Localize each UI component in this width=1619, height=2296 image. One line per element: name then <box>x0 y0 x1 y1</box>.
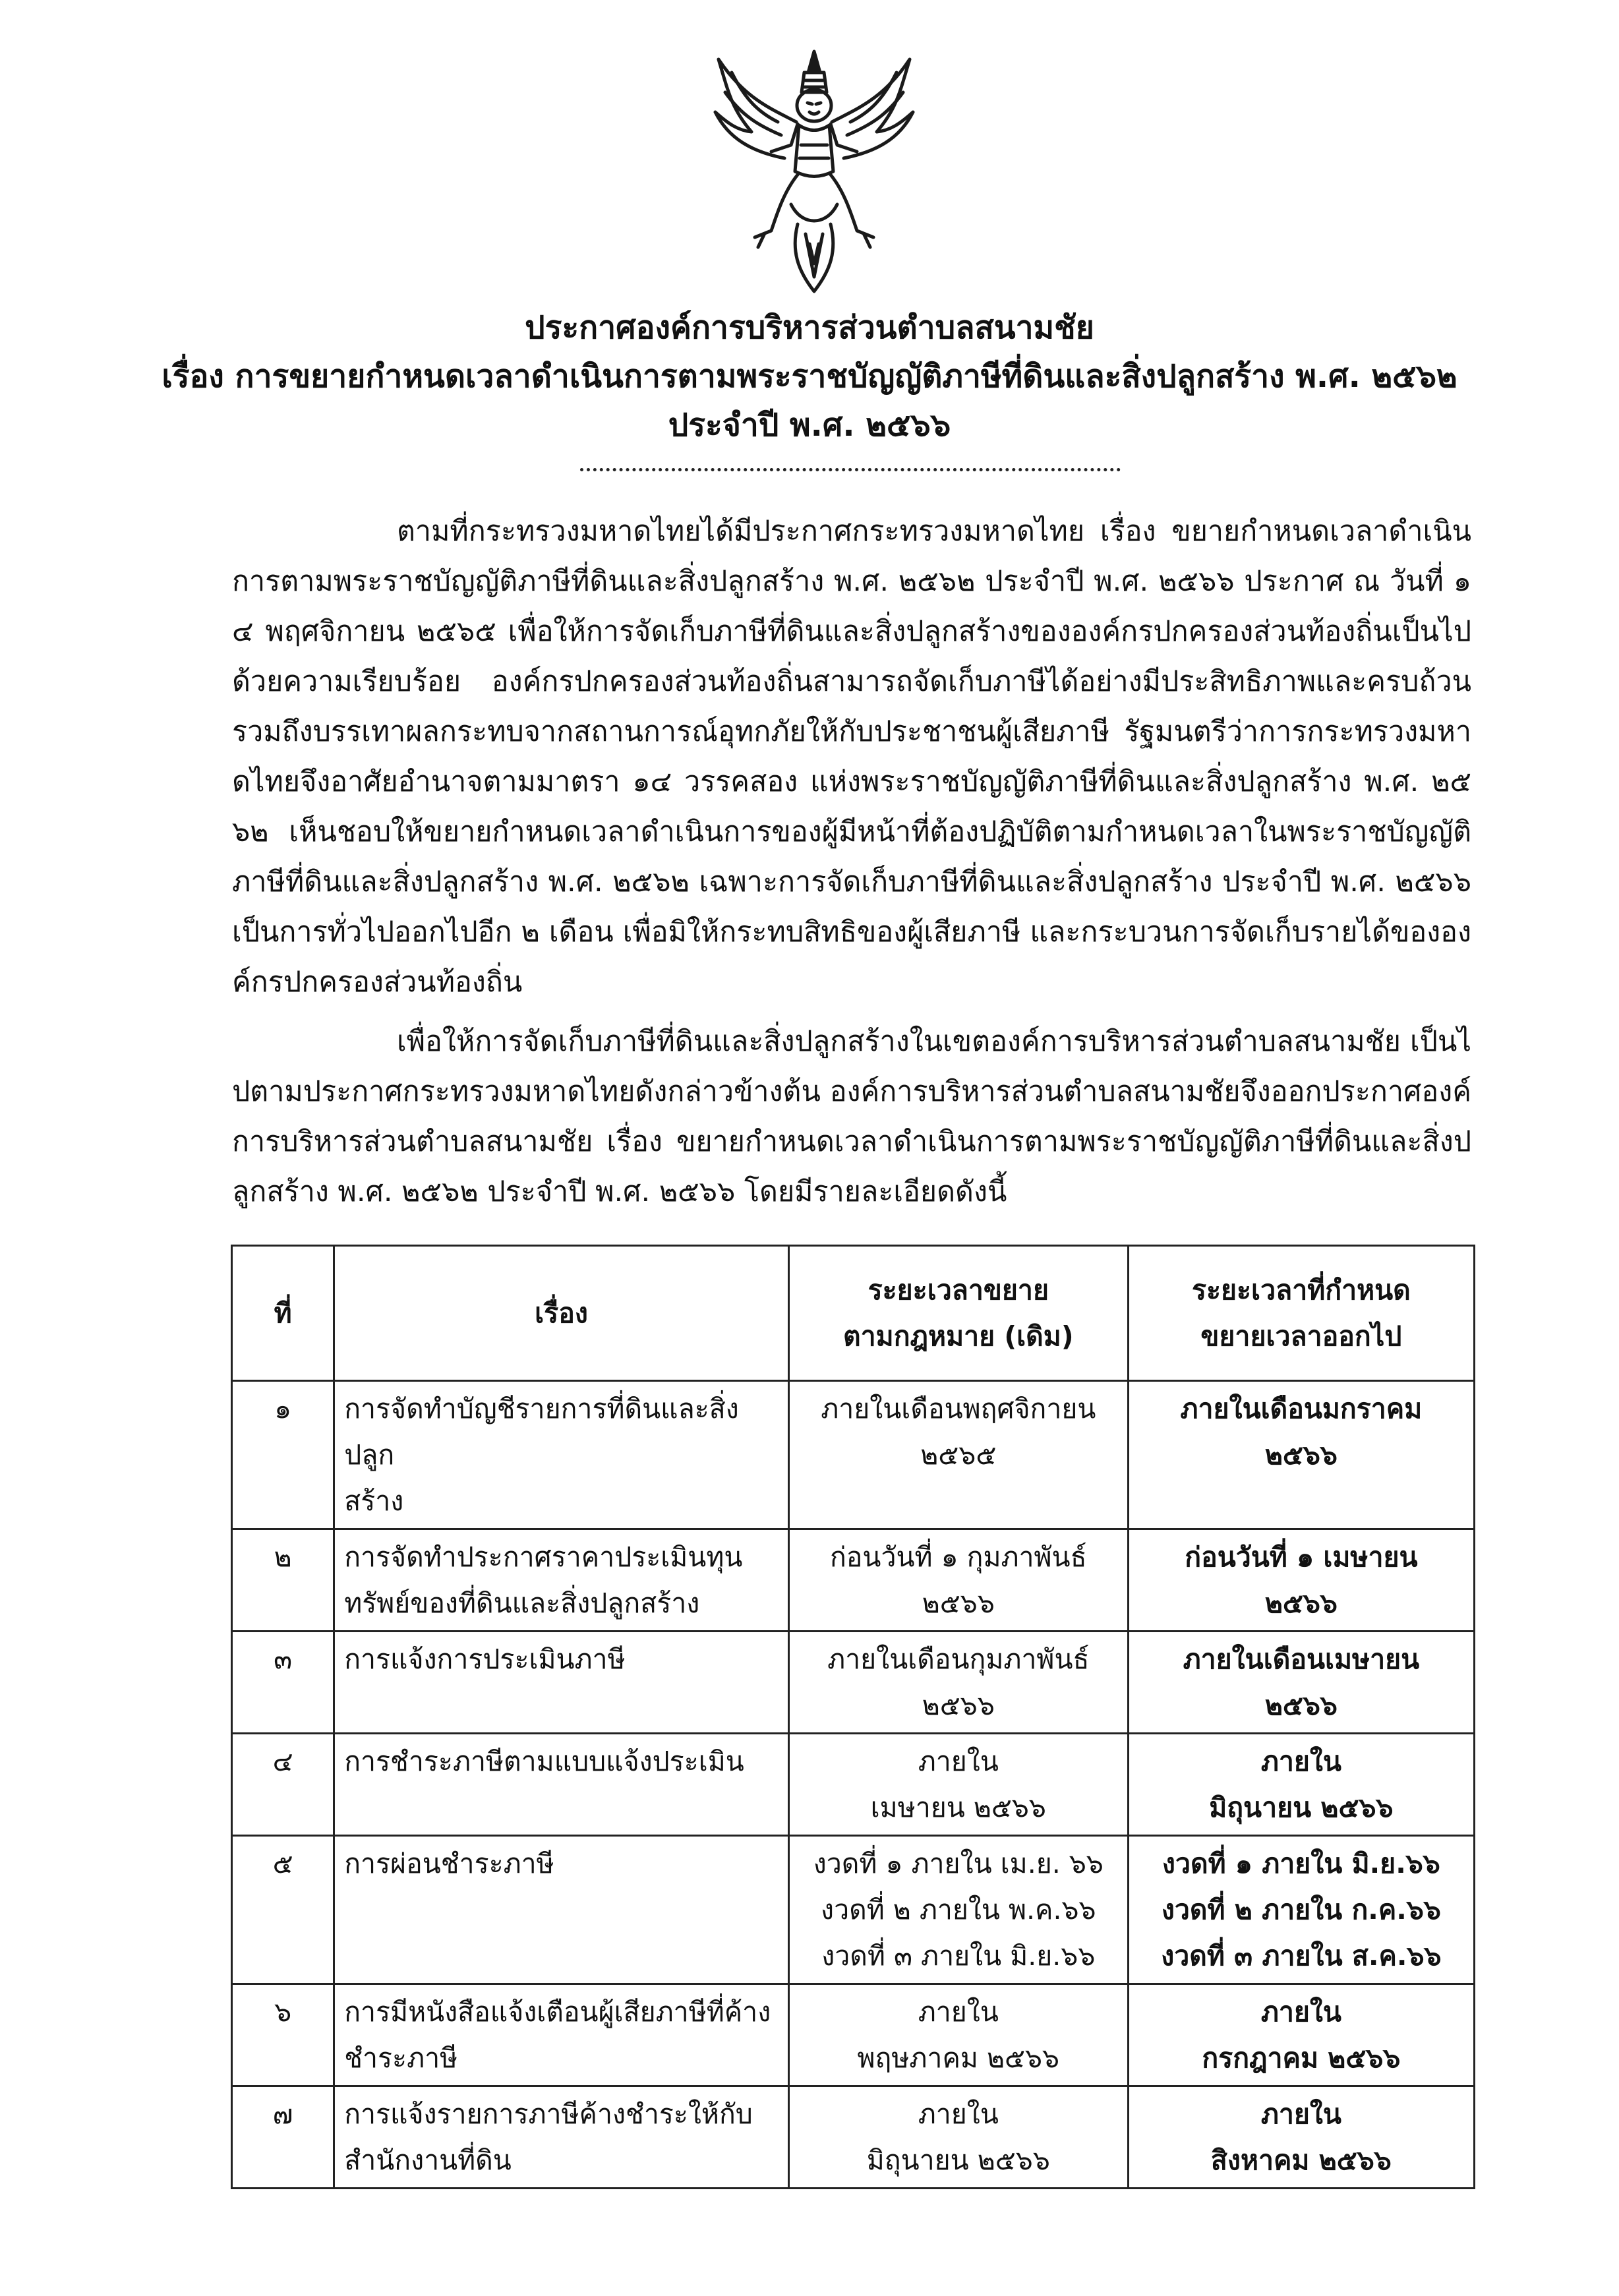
row-no: ๕ <box>232 1836 334 1984</box>
row-no: ๒ <box>232 1529 334 1632</box>
document-title <box>0 303 1619 450</box>
table-row <box>232 1529 1475 1632</box>
row-original: ก่อนวันที่ ๑ กุมภาพันธ์ ๒๕๖๖ <box>788 1529 1128 1632</box>
row-no: ๔ <box>232 1734 334 1836</box>
header-subject: เรื่อง <box>334 1246 789 1381</box>
table-row <box>232 1984 1475 2086</box>
table-row <box>232 1734 1475 1836</box>
row-subject: การจัดทำประกาศราคาประเมินทุน ทรัพย์ของที่ดินและสิ่งปลูกสร้าง <box>334 1529 789 1632</box>
row-extended: ภายใน มิถุนายน ๒๕๖๖ <box>1128 1734 1474 1836</box>
row-subject: การชำระภาษีตามแบบแจ้งประเมิน <box>334 1734 789 1836</box>
garuda-emblem-icon <box>692 46 936 297</box>
table-row <box>232 1632 1475 1734</box>
row-no: ๑ <box>232 1381 334 1529</box>
row-original: ภายใน พฤษภาคม ๒๕๖๖ <box>788 1984 1128 2086</box>
title-line-3: ประจำปี พ.ศ. ๒๕๖๖ <box>668 407 951 444</box>
table-row <box>232 2086 1475 2189</box>
schedule-table <box>231 1245 1475 2189</box>
row-extended: ภายใน สิงหาคม ๒๕๖๖ <box>1128 2086 1474 2189</box>
header-extended-period: ระยะเวลาที่กำหนด ขยายเวลาออกไป <box>1128 1246 1474 1381</box>
title-line-2: เรื่อง การขยายกำหนดเวลาดำเนินการตามพระราชบัญญัติภาษีที่ดินและสิ่งปลูกสร้าง พ.ศ. ๒๕๖๒ <box>162 358 1457 395</box>
table-header-row <box>232 1246 1475 1381</box>
table-row <box>232 1836 1475 1984</box>
row-no: ๓ <box>232 1632 334 1734</box>
row-subject: การมีหนังสือแจ้งเตือนผู้เสียภาษีที่ค้าง ชำระภาษี <box>334 1984 789 2086</box>
header-no: ที่ <box>232 1246 334 1381</box>
row-original: ภายใน เมษายน ๒๕๖๖ <box>788 1734 1128 1836</box>
paragraph-1: ตามที่กระทรวงมหาดไทยได้มีประกาศกระทรวงมหาดไทย เรื่อง ขยายกำหนดเวลาดำเนินการตามพระราชบัญญัติภาษีที่ดินและสิ่งปลูกสร้าง พ.ศ. ๒๕๖๒ ประจำปี พ.ศ. ๒๕๖๖ ประกาศ ณ วันที่ ๑๔ พฤศจิกายน ๒๕๖๕ เพื่อให้การจัดเก็บภาษีที่ดินและสิ่งปลูกสร้างขององค์กรปกครองส่วนท้องถิ่นเป็นไปด้วยความเรียบร้อย องค์กรปกครองส่วนท้องถิ่นสามารถจัดเก็บภาษีได้อย่างมีประสิทธิภาพและครบถ้วน รวมถึงบรรเทาผลกระทบจากสถานการณ์อุทกภัยให้กับประชาชนผู้เสียภาษี รัฐมนตรีว่าการกระทรวงมหาดไทยจึงอาศัยอำนาจตามมาตรา ๑๔ วรรคสอง แห่งพระราชบัญญัติภาษีที่ดินและสิ่งปลูกสร้าง พ.ศ. ๒๕๖๒ เห็นชอบให้ขยายกำหนดเวลาดำเนินการของผู้มีหน้าที่ต้องปฏิบัติตามกำหนดเวลาในพระราชบัญญัติภาษีที่ดินและสิ่งปลูกสร้าง พ.ศ. ๒๕๖๒ เฉพาะการจัดเก็บภาษีที่ดินและสิ่งปลูกสร้าง ประจำปี พ.ศ. ๒๕๖๖ เป็นการทั่วไปออกไปอีก ๒ เดือน เพื่อมิให้กระทบสิทธิของผู้เสียภาษี และกระบวนการจัดเก็บรายได้ขององค์กรปกครองส่วนท้องถิ่น <box>232 515 1471 999</box>
row-extended: ภายในเดือนเมษายน ๒๕๖๖ <box>1128 1632 1474 1734</box>
row-extended: ก่อนวันที่ ๑ เมษายน ๒๕๖๖ <box>1128 1529 1474 1632</box>
row-subject: การแจ้งการประเมินภาษี <box>334 1632 789 1734</box>
announcement-body <box>232 506 1471 1222</box>
paragraph-2: เพื่อให้การจัดเก็บภาษีที่ดินและสิ่งปลูกสร้างในเขตองค์การบริหารส่วนตำบลสนามชัย เป็นไปตามประกาศกระทรวงมหาดไทยดังกล่าวข้างต้น องค์การบริหารส่วนตำบลสนามชัยจึงออกประกาศองค์การบริหารส่วนตำบลสนามชัย เรื่อง ขยายกำหนดเวลาดำเนินการตามพระราชบัญญัติภาษีที่ดินและสิ่งปลูกสร้าง พ.ศ. ๒๕๖๒ ประจำปี พ.ศ. ๒๕๖๖ โดยมีรายละเอียดดังนี้ <box>232 1025 1471 1208</box>
row-original: ภายในเดือนกุมภาพันธ์ ๒๕๖๖ <box>788 1632 1128 1734</box>
title-line-1: ประกาศองค์การบริหารส่วนตำบลสนามชัย <box>525 309 1094 346</box>
row-no: ๖ <box>232 1984 334 2086</box>
row-original: ภายใน มิถุนายน ๒๕๖๖ <box>788 2086 1128 2189</box>
row-original: งวดที่ ๑ ภายใน เม.ย. ๖๖ งวดที่ ๒ ภายใน พ.ค.๖๖ งวดที่ ๓ ภายใน มิ.ย.๖๖ <box>788 1836 1128 1984</box>
row-extended: ภายใน กรกฎาคม ๒๕๖๖ <box>1128 1984 1474 2086</box>
row-no: ๗ <box>232 2086 334 2189</box>
title-divider <box>580 468 1121 471</box>
row-extended: ภายในเดือนมกราคม ๒๕๖๖ <box>1128 1381 1474 1529</box>
row-original: ภายในเดือนพฤศจิกายน ๒๕๖๕ <box>788 1381 1128 1529</box>
row-subject: การจัดทำบัญชีรายการที่ดินและสิ่งปลูก สร้าง <box>334 1381 789 1529</box>
row-subject: การแจ้งรายการภาษีค้างชำระให้กับ สำนักงานที่ดิน <box>334 2086 789 2189</box>
row-extended: งวดที่ ๑ ภายใน มิ.ย.๖๖ งวดที่ ๒ ภายใน ก.ค.๖๖ งวดที่ ๓ ภายใน ส.ค.๖๖ <box>1128 1836 1474 1984</box>
row-subject: การผ่อนชำระภาษี <box>334 1836 789 1984</box>
header-original-period: ระยะเวลาขยาย ตามกฎหมาย (เดิม) <box>788 1246 1128 1381</box>
table-row <box>232 1381 1475 1529</box>
